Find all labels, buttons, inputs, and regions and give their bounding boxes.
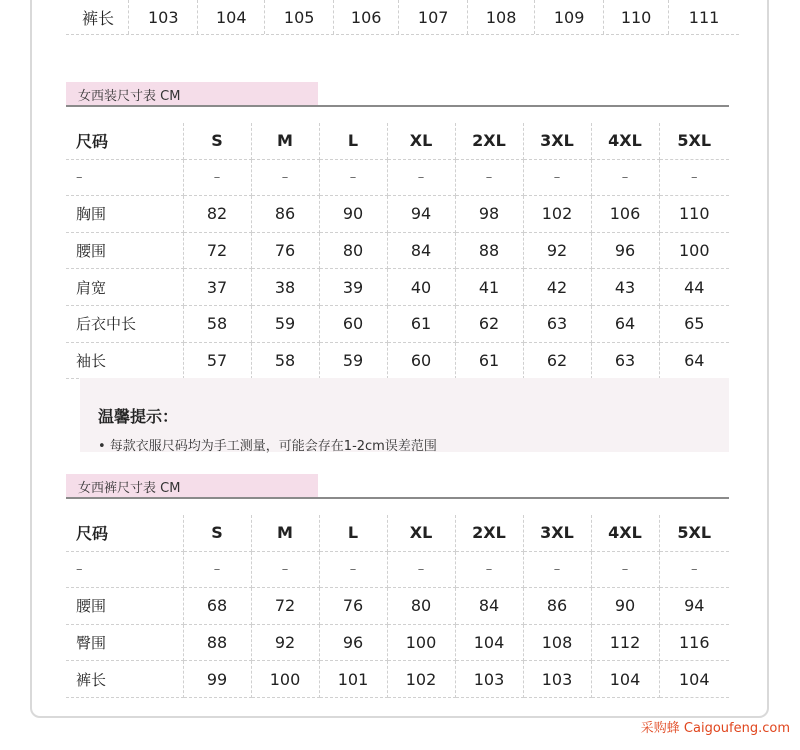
cell: 72 [183, 232, 251, 269]
table-header-row [66, 515, 729, 551]
cell: – [183, 551, 251, 588]
cell: 60 [319, 305, 387, 342]
pants-table-title: 女西裤尺寸表 CM [66, 474, 318, 498]
cell: 94 [387, 196, 455, 233]
cell: 58 [183, 305, 251, 342]
cell: 42 [523, 269, 591, 306]
cell: 96 [319, 624, 387, 661]
cell: 60 [387, 342, 455, 379]
cell: – [455, 159, 523, 196]
header-cell: S [183, 123, 251, 159]
table-row [66, 232, 729, 269]
cell: 108 [523, 624, 591, 661]
row-label: 腰围 [66, 232, 183, 269]
cell: 104 [659, 661, 729, 698]
cell: 110 [604, 0, 669, 34]
cell: – [251, 551, 319, 588]
cell: 102 [387, 661, 455, 698]
cell: 108 [468, 0, 535, 34]
cell: 90 [591, 588, 659, 625]
cell: 62 [523, 342, 591, 379]
cell: 88 [455, 232, 523, 269]
watermark: 采购蜂 Caigoufeng.com [640, 721, 790, 736]
table-row [66, 551, 729, 588]
cell: 43 [591, 269, 659, 306]
cell: – [591, 159, 659, 196]
header-cell: L [319, 123, 387, 159]
cell: 58 [251, 342, 319, 379]
header-cell: S [183, 515, 251, 551]
cell: – [66, 551, 183, 588]
cell: 88 [183, 624, 251, 661]
cell: 80 [387, 588, 455, 625]
cell: 61 [455, 342, 523, 379]
cell: 110 [659, 196, 729, 233]
row-label: 袖长 [66, 342, 183, 379]
table-row [66, 624, 729, 661]
cell: 41 [455, 269, 523, 306]
cell: – [183, 159, 251, 196]
cell: 99 [183, 661, 251, 698]
table-row [66, 661, 729, 698]
cell: – [387, 551, 455, 588]
cell: 63 [591, 342, 659, 379]
header-cell: 4XL [591, 515, 659, 551]
cell: 68 [183, 588, 251, 625]
cell: 84 [387, 232, 455, 269]
cell: 90 [319, 196, 387, 233]
cell: 39 [319, 269, 387, 306]
table-row [66, 305, 729, 342]
pants-size-table [66, 515, 729, 698]
header-cell: 尺码 [66, 123, 183, 159]
table-row [66, 342, 729, 379]
row-label: 裤长 [66, 661, 183, 698]
cell: 100 [251, 661, 319, 698]
header-cell: 2XL [455, 515, 523, 551]
table-row [66, 269, 729, 306]
suit-size-table [66, 123, 729, 379]
cell: 100 [659, 232, 729, 269]
cell: – [319, 159, 387, 196]
cell: – [591, 551, 659, 588]
cell: 59 [251, 305, 319, 342]
cell: 82 [183, 196, 251, 233]
cell: 111 [688, 7, 720, 27]
cell: – [319, 551, 387, 588]
cell: 101 [319, 661, 387, 698]
section-divider [66, 497, 729, 499]
cell: 80 [319, 232, 387, 269]
cell: 96 [591, 232, 659, 269]
cell: 76 [251, 232, 319, 269]
cell: 105 [265, 0, 334, 34]
header-cell: 5XL [659, 123, 729, 159]
table-header-row [66, 123, 729, 159]
tips-box [80, 378, 729, 452]
row-label: 后衣中长 [66, 305, 183, 342]
cell: 40 [387, 269, 455, 306]
cell: 64 [659, 342, 729, 379]
cell: – [523, 159, 591, 196]
header-cell: XL [387, 123, 455, 159]
header-cell: 5XL [659, 515, 729, 551]
cell: 72 [251, 588, 319, 625]
row-label: 肩宽 [66, 269, 183, 306]
row-label: 臀围 [66, 624, 183, 661]
cell: 103 [523, 661, 591, 698]
header-cell: 尺码 [66, 515, 183, 551]
cell: – [387, 159, 455, 196]
cell: 100 [387, 624, 455, 661]
cell: 106 [591, 196, 659, 233]
cell: 62 [455, 305, 523, 342]
cell: 116 [659, 624, 729, 661]
row-label: 腰围 [66, 588, 183, 625]
cell: 106 [334, 0, 399, 34]
cell: 63 [523, 305, 591, 342]
cell: 94 [659, 588, 729, 625]
row-label: 胸围 [66, 196, 183, 233]
table-row [66, 159, 729, 196]
table-row [66, 588, 729, 625]
section-divider [66, 105, 729, 107]
cell: 57 [183, 342, 251, 379]
cell: 37 [183, 269, 251, 306]
cell: 98 [455, 196, 523, 233]
cell: 86 [523, 588, 591, 625]
tips-title: 温馨提示： [98, 407, 179, 426]
cell: – [659, 159, 729, 196]
header-cell: M [251, 515, 319, 551]
cell: 92 [523, 232, 591, 269]
cell: 109 [535, 0, 604, 34]
cell: – [66, 159, 183, 196]
previous-table-partial-row [66, 0, 739, 35]
cell: 64 [591, 305, 659, 342]
header-cell: 2XL [455, 123, 523, 159]
cell: 102 [523, 196, 591, 233]
cell: 92 [251, 624, 319, 661]
suit-table-title: 女西装尺寸表 CM [66, 82, 318, 106]
cell: 59 [319, 342, 387, 379]
cell: 61 [387, 305, 455, 342]
cell: 104 [591, 661, 659, 698]
tips-line: • 每款衣服尺码均为手工测量，可能会存在1-2cm误差范围 [98, 439, 437, 454]
cell: 86 [251, 196, 319, 233]
cell: – [523, 551, 591, 588]
cell: 103 [455, 661, 523, 698]
header-cell: L [319, 515, 387, 551]
header-cell: 4XL [591, 123, 659, 159]
header-cell: 3XL [523, 515, 591, 551]
cell: 76 [319, 588, 387, 625]
header-cell: M [251, 123, 319, 159]
cell: 84 [455, 588, 523, 625]
cell: 107 [399, 0, 468, 34]
table-row [66, 196, 729, 233]
cell: 65 [659, 305, 729, 342]
cell: 44 [659, 269, 729, 306]
cell: 38 [251, 269, 319, 306]
cell: – [659, 551, 729, 588]
header-cell: 3XL [523, 123, 591, 159]
cell: 112 [591, 624, 659, 661]
cell: 104 [455, 624, 523, 661]
cell: 104 [198, 0, 265, 34]
row-label: 裤长 [66, 0, 129, 34]
header-cell: XL [387, 515, 455, 551]
cell: 103 [129, 0, 198, 34]
cell: – [251, 159, 319, 196]
cell: – [455, 551, 523, 588]
